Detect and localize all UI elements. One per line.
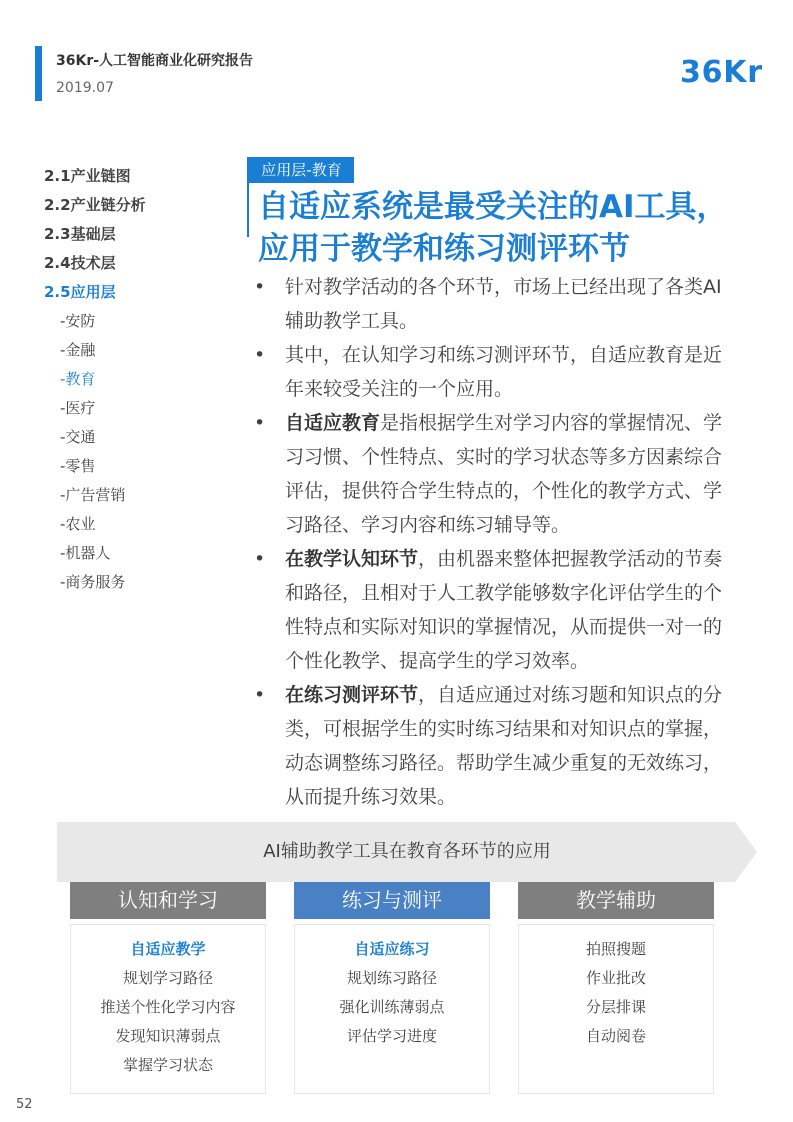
bullet-item (254, 406, 724, 542)
column-item: 自适应练习 (354, 940, 430, 958)
nav-item[interactable]: -安防 (60, 312, 96, 330)
column-title: 练习与测评 (294, 882, 490, 919)
bullet-item (254, 338, 724, 406)
bullet-bold-lead: 在练习测评环节 (285, 684, 419, 706)
bullet-bold-lead: 自适应教育 (285, 412, 381, 434)
bullet-text: ，由机器来整体把握教学活动的节奏和路径，且相对于人工教学能够数字化评估学生的个性特点和实际对知识的掌握情况，从而提供一对一的个性化教学、提高学生的学习效率。 (285, 548, 723, 672)
section-nav (44, 162, 244, 597)
bullet-dot-icon: • (254, 276, 266, 298)
nav-item[interactable]: -广告营销 (60, 486, 126, 504)
bullet-dot-icon: • (254, 344, 266, 366)
column-item: 自动阅卷 (585, 1027, 646, 1045)
banner-text: AI辅助教学工具在教育各环节的应用 (263, 841, 551, 862)
bullet-text: 针对教学活动的各个环节，市场上已经出现了各类AI辅助教学工具。 (285, 276, 722, 332)
column-body (70, 924, 266, 1094)
column-item: 评估学习进度 (346, 1027, 437, 1045)
diagram-banner (57, 822, 757, 882)
logo-text: 36Kr (680, 55, 762, 90)
section-tag: 应用层-教育 (249, 157, 354, 183)
column-item: 规划练习路径 (346, 969, 437, 987)
bullet-item (254, 270, 724, 338)
nav-item[interactable]: -金融 (60, 341, 96, 359)
36kr-logo (680, 42, 765, 94)
nav-item[interactable]: 2.5应用层 (44, 283, 116, 301)
column-body (518, 924, 714, 1094)
report-title: 36Kr-人工智能商业化研究报告 (56, 53, 254, 69)
nav-item[interactable]: -零售 (60, 457, 96, 475)
nav-item[interactable]: 2.4技术层 (44, 254, 116, 272)
column-item: 规划学习路径 (122, 969, 213, 987)
column-item: 掌握学习状态 (122, 1056, 213, 1074)
column-item: 强化训练薄弱点 (339, 998, 445, 1016)
bullet-bold-lead: 在教学认知环节 (285, 548, 419, 570)
column-item: 发现知识薄弱点 (115, 1027, 221, 1045)
header-accent-bar (35, 46, 42, 101)
column-item: 拍照搜题 (585, 940, 646, 958)
nav-item[interactable]: -医疗 (60, 399, 96, 417)
column-body (294, 924, 490, 1094)
column-item: 分层排课 (585, 998, 646, 1016)
column-item: 推送个性化学习内容 (100, 998, 236, 1016)
nav-item[interactable]: -农业 (60, 515, 96, 533)
bullet-item (254, 678, 724, 814)
bullet-item (254, 542, 724, 678)
nav-item[interactable]: 2.1产业链图 (44, 167, 131, 185)
nav-item[interactable]: 2.3基础层 (44, 225, 116, 243)
nav-item[interactable]: -交通 (60, 428, 96, 446)
diagram-column (518, 882, 714, 1094)
bullet-dot-icon: • (254, 548, 266, 570)
nav-item[interactable]: -商务服务 (60, 573, 126, 591)
column-title: 认知和学习 (70, 882, 266, 919)
nav-item[interactable]: -机器人 (60, 544, 111, 562)
bullet-text: ，自适应通过对练习题和知识点的分类，可根据学生的实时练习结果和对知识点的掌握，动态调整练习路径。帮助学生减少重复的无效练习，从而提升练习效果。 (285, 684, 723, 808)
diagram-column (70, 882, 266, 1094)
column-item: 自适应教学 (130, 940, 206, 958)
diagram-column (294, 882, 490, 1094)
nav-item[interactable]: -教育 (60, 370, 96, 388)
report-date: 2019.07 (56, 80, 114, 96)
bullet-text: 其中，在认知学习和练习测评环节，自适应教育是近年来较受关注的一个应用。 (285, 344, 723, 400)
bullet-dot-icon: • (254, 412, 266, 434)
column-item: 作业批改 (585, 969, 646, 987)
nav-item[interactable]: 2.2产业链分析 (44, 196, 146, 214)
section-title: 自适应系统是最受关注的AI工具，应用于教学和练习测评环节 (258, 189, 728, 267)
bullet-dot-icon: • (254, 684, 266, 706)
bullet-list (254, 270, 724, 814)
column-title: 教学辅助 (518, 882, 714, 919)
bullet-text: 是指根据学生对学习内容的掌握情况、学习习惯、个性特点、实时的学习状态等多方因素综合评估，提供符合学生特点的，个性化的教学方式、学习路径、学习内容和练习辅导等。 (285, 412, 723, 536)
page-number: 52 (16, 1097, 33, 1112)
